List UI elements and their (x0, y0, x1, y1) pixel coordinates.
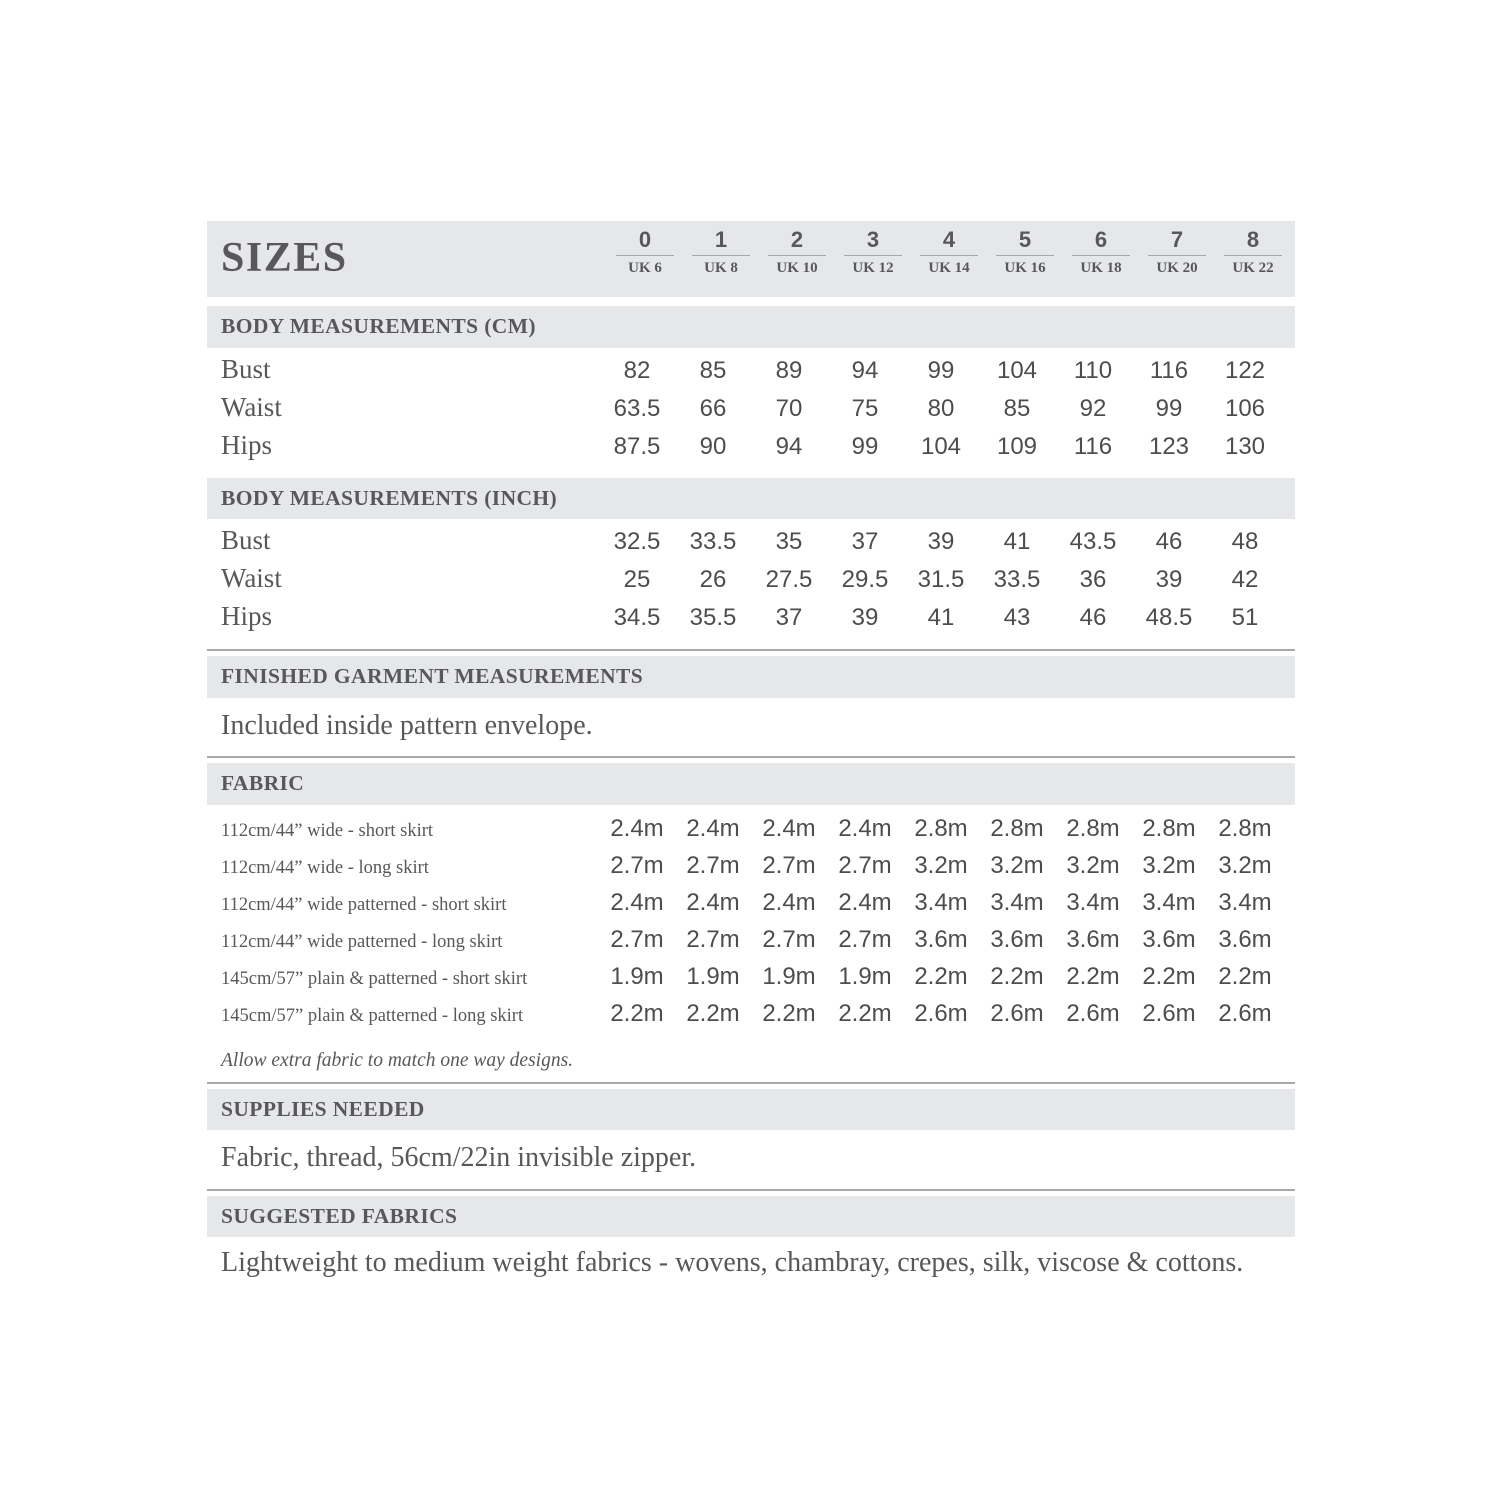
value-cell: 3.4m (990, 888, 1044, 916)
value-cell: 1.9m (762, 962, 816, 990)
value-cell: 87.5 (613, 432, 661, 460)
value-cell: 3.4m (1218, 888, 1272, 916)
row-values (599, 852, 1283, 880)
value-cell: 2.4m (838, 814, 892, 842)
size-number: 8 (1246, 227, 1260, 252)
section-title: BODY MEASUREMENTS (CM) (221, 314, 536, 338)
value-cell: 2.6m (990, 999, 1044, 1027)
value-cell: 42 (1231, 566, 1259, 594)
value-cell: 3.6m (1218, 925, 1272, 953)
measurement-row (207, 563, 1295, 601)
value-cell: 3.2m (1066, 851, 1120, 879)
fabric-row (207, 1000, 1295, 1037)
value-cell: 2.6m (1218, 999, 1272, 1027)
section-title: FINISHED GARMENT MEASUREMENTS (221, 664, 644, 689)
value-cell: 2.6m (1066, 999, 1120, 1027)
value-cell: 94 (775, 432, 803, 460)
suggested-text: Lightweight to medium weight fabrics - wovens, chambray, crepes, silk, viscose & cottons. (221, 1247, 1244, 1279)
value-cell: 122 (1224, 356, 1266, 384)
row-values (599, 433, 1283, 461)
value-cell: 3.6m (914, 925, 968, 953)
finished-text: Included inside pattern envelope. (221, 709, 593, 741)
fabric-row (207, 926, 1295, 963)
value-cell: 46 (1079, 604, 1107, 632)
value-cell: 116 (1149, 356, 1189, 384)
value-cell: 2.7m (686, 925, 740, 953)
uk-size-label: UK 22 (1232, 260, 1274, 277)
value-cell: 1.9m (610, 962, 664, 990)
row-values (599, 395, 1283, 423)
size-header-rule (692, 255, 750, 256)
row-label: Hips (221, 429, 273, 460)
value-cell: 1.9m (838, 962, 892, 990)
value-cell: 63.5 (613, 394, 661, 422)
value-cell: 2.2m (1142, 962, 1196, 990)
value-cell: 85 (1003, 394, 1031, 422)
value-cell: 123 (1148, 432, 1190, 460)
section-title: SUGGESTED FABRICS (221, 1203, 458, 1228)
value-cell: 2.4m (838, 888, 892, 916)
uk-size-label: UK 20 (1156, 260, 1198, 277)
uk-size-label: UK 14 (928, 260, 970, 277)
value-cell: 25 (623, 566, 651, 594)
uk-size-label: UK 12 (852, 260, 894, 277)
value-cell: 2.4m (762, 888, 816, 916)
value-cell: 90 (699, 432, 727, 460)
value-cell: 32.5 (613, 528, 661, 556)
row-label: 112cm/44” wide patterned - short skirt (221, 894, 507, 915)
value-cell: 3.4m (1066, 888, 1120, 916)
value-cell: 34.5 (613, 604, 661, 632)
value-cell: 2.2m (838, 999, 892, 1027)
value-cell: 2.4m (686, 888, 740, 916)
row-label: Hips (221, 601, 273, 632)
value-cell: 104 (920, 432, 962, 460)
size-column-header (987, 227, 1063, 279)
value-cell: 3.6m (1142, 925, 1196, 953)
section-header-body-cm (207, 306, 1295, 348)
value-cell: 2.4m (610, 814, 664, 842)
body-cm-rows (207, 348, 1295, 478)
measurement-row (207, 430, 1295, 468)
value-cell: 99 (851, 432, 879, 460)
size-header-rule (1148, 255, 1206, 256)
value-cell: 2.4m (762, 814, 816, 842)
size-column-header (759, 227, 835, 279)
section-title: BODY MEASUREMENTS (INCH) (221, 485, 558, 510)
value-cell: 2.2m (762, 999, 816, 1027)
size-number: 5 (1018, 227, 1032, 252)
value-cell: 36 (1079, 566, 1107, 594)
uk-size-label: UK 6 (628, 260, 662, 277)
section-title: FABRIC (221, 771, 305, 796)
value-cell: 2.4m (610, 888, 664, 916)
row-label: Bust (221, 353, 271, 384)
fabric-row (207, 852, 1295, 889)
section-header-body-inch (207, 478, 1295, 520)
fabric-note: Allow extra fabric to match one way designs. (221, 1049, 574, 1071)
value-cell: 80 (927, 394, 955, 422)
section-header-supplies (207, 1089, 1295, 1131)
value-cell: 48.5 (1145, 604, 1193, 632)
value-cell: 43 (1003, 604, 1031, 632)
value-cell: 2.2m (990, 962, 1044, 990)
uk-size-label: UK 10 (776, 260, 818, 277)
value-cell: 29.5 (841, 566, 889, 594)
value-cell: 70 (775, 394, 803, 422)
value-cell: 2.7m (838, 925, 892, 953)
row-values (599, 604, 1283, 632)
value-cell: 39 (1155, 566, 1183, 594)
size-header-rule (1072, 255, 1130, 256)
body-inch-rows (207, 519, 1295, 649)
value-cell: 2.8m (1066, 814, 1120, 842)
size-column-header (911, 227, 987, 279)
uk-size-label: UK 8 (704, 260, 738, 277)
size-header-rule (996, 255, 1054, 256)
value-cell: 2.7m (686, 851, 740, 879)
row-label: 112cm/44” wide - short skirt (221, 820, 434, 841)
size-column-header (1215, 227, 1291, 279)
size-header-rule (1224, 255, 1282, 256)
supplies-text: Fabric, thread, 56cm/22in invisible zipper. (221, 1142, 697, 1174)
value-cell: 3.6m (1066, 925, 1120, 953)
value-cell: 92 (1079, 394, 1107, 422)
value-cell: 33.5 (993, 566, 1041, 594)
row-values (599, 357, 1283, 385)
size-header-rule (920, 255, 978, 256)
row-label: Bust (221, 525, 271, 556)
row-values (599, 1000, 1283, 1028)
value-cell: 39 (927, 528, 955, 556)
row-label: 145cm/57” plain & patterned - short skirt (221, 968, 528, 989)
value-cell: 2.2m (610, 999, 664, 1027)
value-cell: 106 (1224, 394, 1266, 422)
value-cell: 2.7m (838, 851, 892, 879)
size-number: 0 (638, 227, 652, 252)
value-cell: 1.9m (686, 962, 740, 990)
row-values (599, 815, 1283, 843)
value-cell: 94 (851, 356, 879, 384)
page-title: SIZES (221, 235, 348, 281)
sizes-header (207, 221, 1295, 297)
value-cell: 37 (775, 604, 803, 632)
size-number: 1 (714, 227, 728, 252)
value-cell: 31.5 (917, 566, 965, 594)
value-cell: 116 (1073, 432, 1113, 460)
value-cell: 39 (851, 604, 879, 632)
size-column-header (607, 227, 683, 279)
value-cell: 3.4m (914, 888, 968, 916)
value-cell: 51 (1231, 604, 1259, 632)
value-cell: 27.5 (765, 566, 813, 594)
section-header-finished (207, 656, 1295, 698)
value-cell: 89 (775, 356, 803, 384)
value-cell: 2.7m (762, 925, 816, 953)
size-number: 3 (866, 227, 880, 252)
measurement-row (207, 525, 1295, 563)
value-cell: 2.7m (762, 851, 816, 879)
value-cell: 2.2m (1066, 962, 1120, 990)
section-header-fabric (207, 763, 1295, 805)
value-cell: 3.4m (1142, 888, 1196, 916)
value-cell: 130 (1224, 432, 1266, 460)
measurement-row (207, 354, 1295, 392)
value-cell: 2.8m (990, 814, 1044, 842)
value-cell: 2.2m (1218, 962, 1272, 990)
value-cell: 41 (1003, 528, 1031, 556)
value-cell: 3.6m (990, 925, 1044, 953)
value-cell: 66 (699, 394, 727, 422)
value-cell: 2.2m (914, 962, 968, 990)
size-header-rule (844, 255, 902, 256)
value-cell: 46 (1155, 528, 1183, 556)
value-cell: 2.2m (686, 999, 740, 1027)
measurement-row (207, 601, 1295, 639)
uk-size-label: UK 16 (1004, 260, 1046, 277)
value-cell: 3.2m (1218, 851, 1272, 879)
fabric-rows (207, 805, 1295, 1041)
value-cell: 104 (996, 356, 1038, 384)
size-column-header (1063, 227, 1139, 279)
value-cell: 43.5 (1069, 528, 1117, 556)
spacer (207, 297, 1295, 306)
value-cell: 82 (623, 356, 651, 384)
size-header-rule (768, 255, 826, 256)
value-cell: 85 (699, 356, 727, 384)
value-cell: 3.2m (990, 851, 1044, 879)
fabric-row (207, 815, 1295, 852)
size-header-rule (616, 255, 674, 256)
size-column-header (1139, 227, 1215, 279)
section-header-suggested (207, 1196, 1295, 1238)
uk-size-label: UK 18 (1080, 260, 1122, 277)
value-cell: 2.6m (1142, 999, 1196, 1027)
row-values (599, 926, 1283, 954)
value-cell: 2.7m (610, 925, 664, 953)
value-cell: 2.8m (1218, 814, 1272, 842)
value-cell: 48 (1231, 528, 1259, 556)
row-values (599, 889, 1283, 917)
value-cell: 2.8m (1142, 814, 1196, 842)
fabric-row (207, 889, 1295, 926)
size-column-headers (607, 227, 1291, 279)
value-cell: 110 (1073, 356, 1113, 384)
value-cell: 2.8m (914, 814, 968, 842)
value-cell: 35 (775, 528, 803, 556)
fabric-row (207, 963, 1295, 1000)
value-cell: 2.6m (914, 999, 968, 1027)
value-cell: 33.5 (689, 528, 737, 556)
size-column-header (683, 227, 759, 279)
value-cell: 109 (996, 432, 1038, 460)
row-label: Waist (221, 563, 282, 594)
value-cell: 26 (699, 566, 727, 594)
value-cell: 99 (927, 356, 955, 384)
row-label: Waist (221, 391, 282, 422)
row-values (599, 528, 1283, 556)
size-number: 7 (1170, 227, 1184, 252)
size-chart (207, 221, 1295, 1296)
section-title: SUPPLIES NEEDED (221, 1096, 425, 1121)
value-cell: 41 (927, 604, 955, 632)
value-cell: 37 (851, 528, 879, 556)
value-cell: 35.5 (689, 604, 737, 632)
row-values (599, 963, 1283, 991)
measurement-row (207, 392, 1295, 430)
size-number: 4 (942, 227, 956, 252)
row-label: 145cm/57” plain & patterned - long skirt (221, 1005, 524, 1026)
size-number: 6 (1094, 227, 1108, 252)
value-cell: 2.4m (686, 814, 740, 842)
size-column-header (835, 227, 911, 279)
size-number: 2 (790, 227, 804, 252)
row-label: 112cm/44” wide patterned - long skirt (221, 931, 503, 952)
row-values (599, 566, 1283, 594)
value-cell: 99 (1155, 394, 1183, 422)
value-cell: 3.2m (914, 851, 968, 879)
value-cell: 2.7m (610, 851, 664, 879)
value-cell: 75 (851, 394, 879, 422)
value-cell: 3.2m (1142, 851, 1196, 879)
row-label: 112cm/44” wide - long skirt (221, 857, 429, 878)
